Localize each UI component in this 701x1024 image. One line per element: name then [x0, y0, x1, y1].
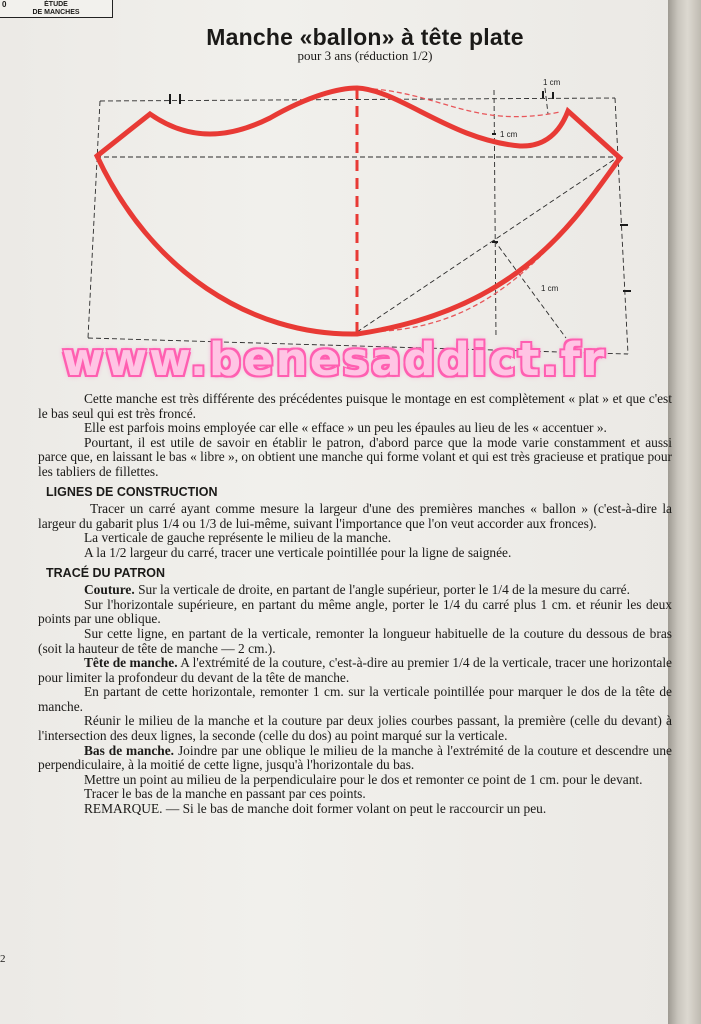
tab-section-line1: ÉTUDE [44, 1, 68, 8]
sleeve-pattern-diagram [0, 70, 672, 360]
patron-paragraph: Tracer le bas de la manche en passant par ces points. [84, 786, 366, 802]
page-subtitle: pour 3 ans (réduction 1/2) [297, 48, 433, 63]
intro-paragraph: Cette manche est très différente des précédentes puisque le montage en est complètement « plat » et que c'est le bas seul qui est très froncé. [38, 391, 672, 421]
footer-page-number: 2 [0, 953, 6, 965]
patron-paragraph: Sur l'horizontale supérieure, en partant du même angle, porter le 1/4 du carré plus 1 cm. et réunir les deux points par une oblique. [38, 596, 672, 627]
construction-paragraph: La verticale de gauche représente le milieu de la manche. [84, 530, 392, 546]
page-title: Manche «ballon» à tête plate [206, 24, 524, 50]
label-1cm-top: 1 cm [543, 78, 561, 87]
heading-patron: TRACÉ DU PATRON [46, 565, 165, 580]
intro-paragraph: Pourtant, il est utile de savoir en établir le patron, d'abord parce que la mode varie constamment et aussi parce que, en laissant le bas « libre », on obtient une manche qui forme volant et qui est très gracieuse et pratique pour les tabliers de fillettes. [38, 434, 672, 479]
patron-paragraph: En partant de cette horizontale, remonter 1 cm. sur la verticale pointillée pour marquer le dos de la tête de manche. [38, 684, 672, 714]
watermark: www.benesaddict.fr [62, 333, 607, 386]
back-cap-curve [357, 88, 560, 117]
construction-paragraph: Tracer un carré ayant comme mesure la largeur d'une des premières manches « ballon » (c'est-à-dire la largeur du gabarit plus 1/4 ou 1/3 de lui-même, suivant l'importance que l'on veut accorder aux fronces). [38, 501, 672, 531]
tete-text: A l'extrémité de la couture, c'est-à-dire au premier 1/4 de la verticale, tracer une horizontale pour limiter la profondeur du devant de la tête de manche. [38, 655, 672, 685]
section-tab [0, 0, 113, 18]
body-text [38, 392, 672, 817]
tab-section-line2: DE MANCHES [32, 9, 80, 16]
patron-paragraph: Sur cette ligne, en partant de la verticale, remonter la longueur habituelle de la couture du dessous de bras (soit la hauteur de tête de manche — 2 cm.). [38, 625, 672, 656]
patron-paragraph [38, 656, 672, 685]
construction-paragraph: A la 1/2 largeur du carré, tracer une verticale pointillée pour la ligne de saignée. [84, 544, 512, 560]
patron-paragraph: Mettre un point au milieu de la perpendiculaire pour le dos et remonter ce point de 1 cm. pour le devant. [84, 771, 643, 787]
label-1cm-bottom: 1 cm [541, 284, 559, 293]
patron-paragraph [38, 744, 672, 773]
intro-paragraph: Elle est parfois moins employée car elle « efface » un peu les épaules au lieu de les « accentuer ». [84, 420, 607, 436]
tete-label: Tête de manche. [84, 655, 178, 671]
heading-construction: LIGNES DE CONSTRUCTION [46, 484, 218, 499]
book-page-edge [668, 0, 701, 1024]
bas-text: Joindre par une oblique le milieu de la manche à l'extrémité de la couture et descendre une perpendiculaire, à la moitié de cette ligne, jusqu'à l'horizontale du bas. [38, 742, 672, 773]
tab-page-number: 0 [2, 0, 7, 9]
couture-label: Couture. [84, 582, 135, 598]
patron-remark: REMARQUE. — Si le bas de manche doit former volant on peut le raccourcir un peu. [84, 801, 547, 817]
seam-offset-mark [545, 88, 548, 114]
label-1cm-cap: 1 cm [500, 130, 518, 139]
patron-paragraph: Réunir le milieu de la manche et la couture par deux jolies courbes passant, la première (celle du devant) à l'intersection des deux lignes, la seconde (celle du dos) au point marqué sur la verticale. [38, 713, 672, 744]
slash-vertical-line [494, 90, 496, 338]
hem-oblique-line [357, 157, 618, 332]
couture-text: Sur la verticale de droite, en partant de l'angle supérieur, porter le 1/4 de la mesure du carré. [134, 582, 630, 598]
left-vertical-line [88, 101, 100, 338]
patron-paragraph [38, 583, 672, 598]
bas-label: Bas de manche. [84, 742, 175, 758]
